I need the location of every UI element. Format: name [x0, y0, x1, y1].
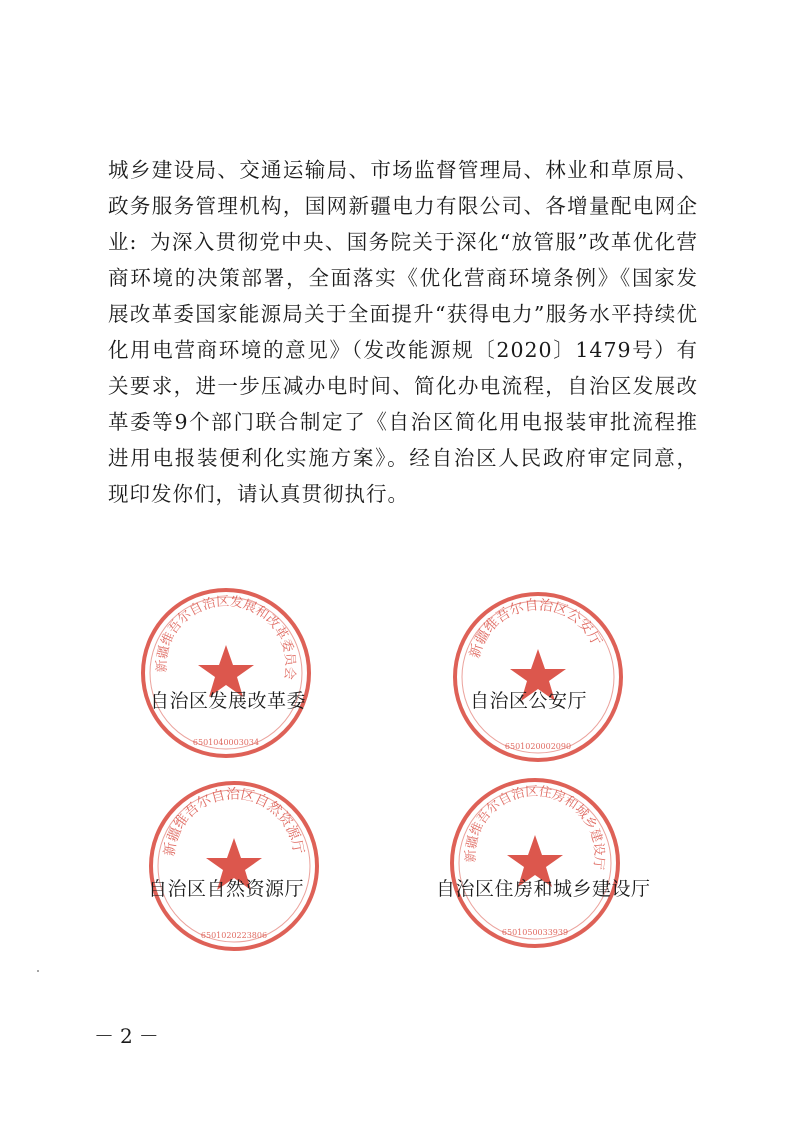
signatory-label: 自治区住房和城乡建设厅: [436, 878, 651, 900]
svg-text:新疆维吾尔自治区住房和城乡建设厅: 新疆维吾尔自治区住房和城乡建设厅: [463, 784, 607, 871]
seal-housing-construction: [447, 775, 623, 951]
seal-stamp-icon: [447, 775, 623, 951]
signatory-label: 自治区自然资源厅: [148, 878, 305, 900]
page-number: －2－: [94, 1024, 165, 1048]
signatory-label: 自治区公安厅: [470, 690, 588, 712]
svg-text:6501020223806: 6501020223806: [200, 931, 268, 940]
seal-stamp-icon: [146, 778, 322, 954]
svg-text:新疆维吾尔自治区公安厅: 新疆维吾尔自治区公安厅: [467, 597, 605, 661]
svg-text:新疆维吾尔自治区发展和改革委员会: 新疆维吾尔自治区发展和改革委员会: [154, 594, 298, 681]
seal-public-security: [450, 589, 626, 765]
seal-stamp-icon: [138, 585, 314, 761]
addressee-paragraph: 城乡建设局、交通运输局、市场监督管理局、林业和草原局、政务服务管理机构，国网新疆电力有限公司、各增量配电网企业:: [108, 158, 698, 254]
seal-natural-resources: [146, 778, 322, 954]
signatory-label: 自治区发展改革委: [150, 690, 307, 712]
svg-text:6501050033939: 6501050033939: [501, 928, 569, 937]
seal-stamp-icon: [450, 589, 626, 765]
body-paragraph: 为深入贯彻党中央、国务院关于深化“放管服”改革优化营商环境的决策部署，全面落实《优化营商环境条例》《国家发展改革委国家能源局关于全面提升“获得电力”服务水平持续优化用电营商环境的意见》（发改能源规〔2020〕1479号）有关要求，进一步压减办电时间、简化办电流程，自治区发展改革委等9个部门联合制定了《自治区简化用电报装审批流程推进用电报装便利化实施方案》。经自治区人民政府审定同意，现印发你们，请认真贯彻执行。: [108, 230, 698, 506]
seal-development-reform: [138, 585, 314, 761]
svg-text:6501020002090: 6501020002090: [504, 742, 572, 751]
svg-text:6501040003034: 6501040003034: [192, 738, 260, 747]
scan-artifact: [37, 970, 39, 972]
svg-text:新疆维吾尔自治区自然资源厅: 新疆维吾尔自治区自然资源厅: [161, 786, 307, 858]
